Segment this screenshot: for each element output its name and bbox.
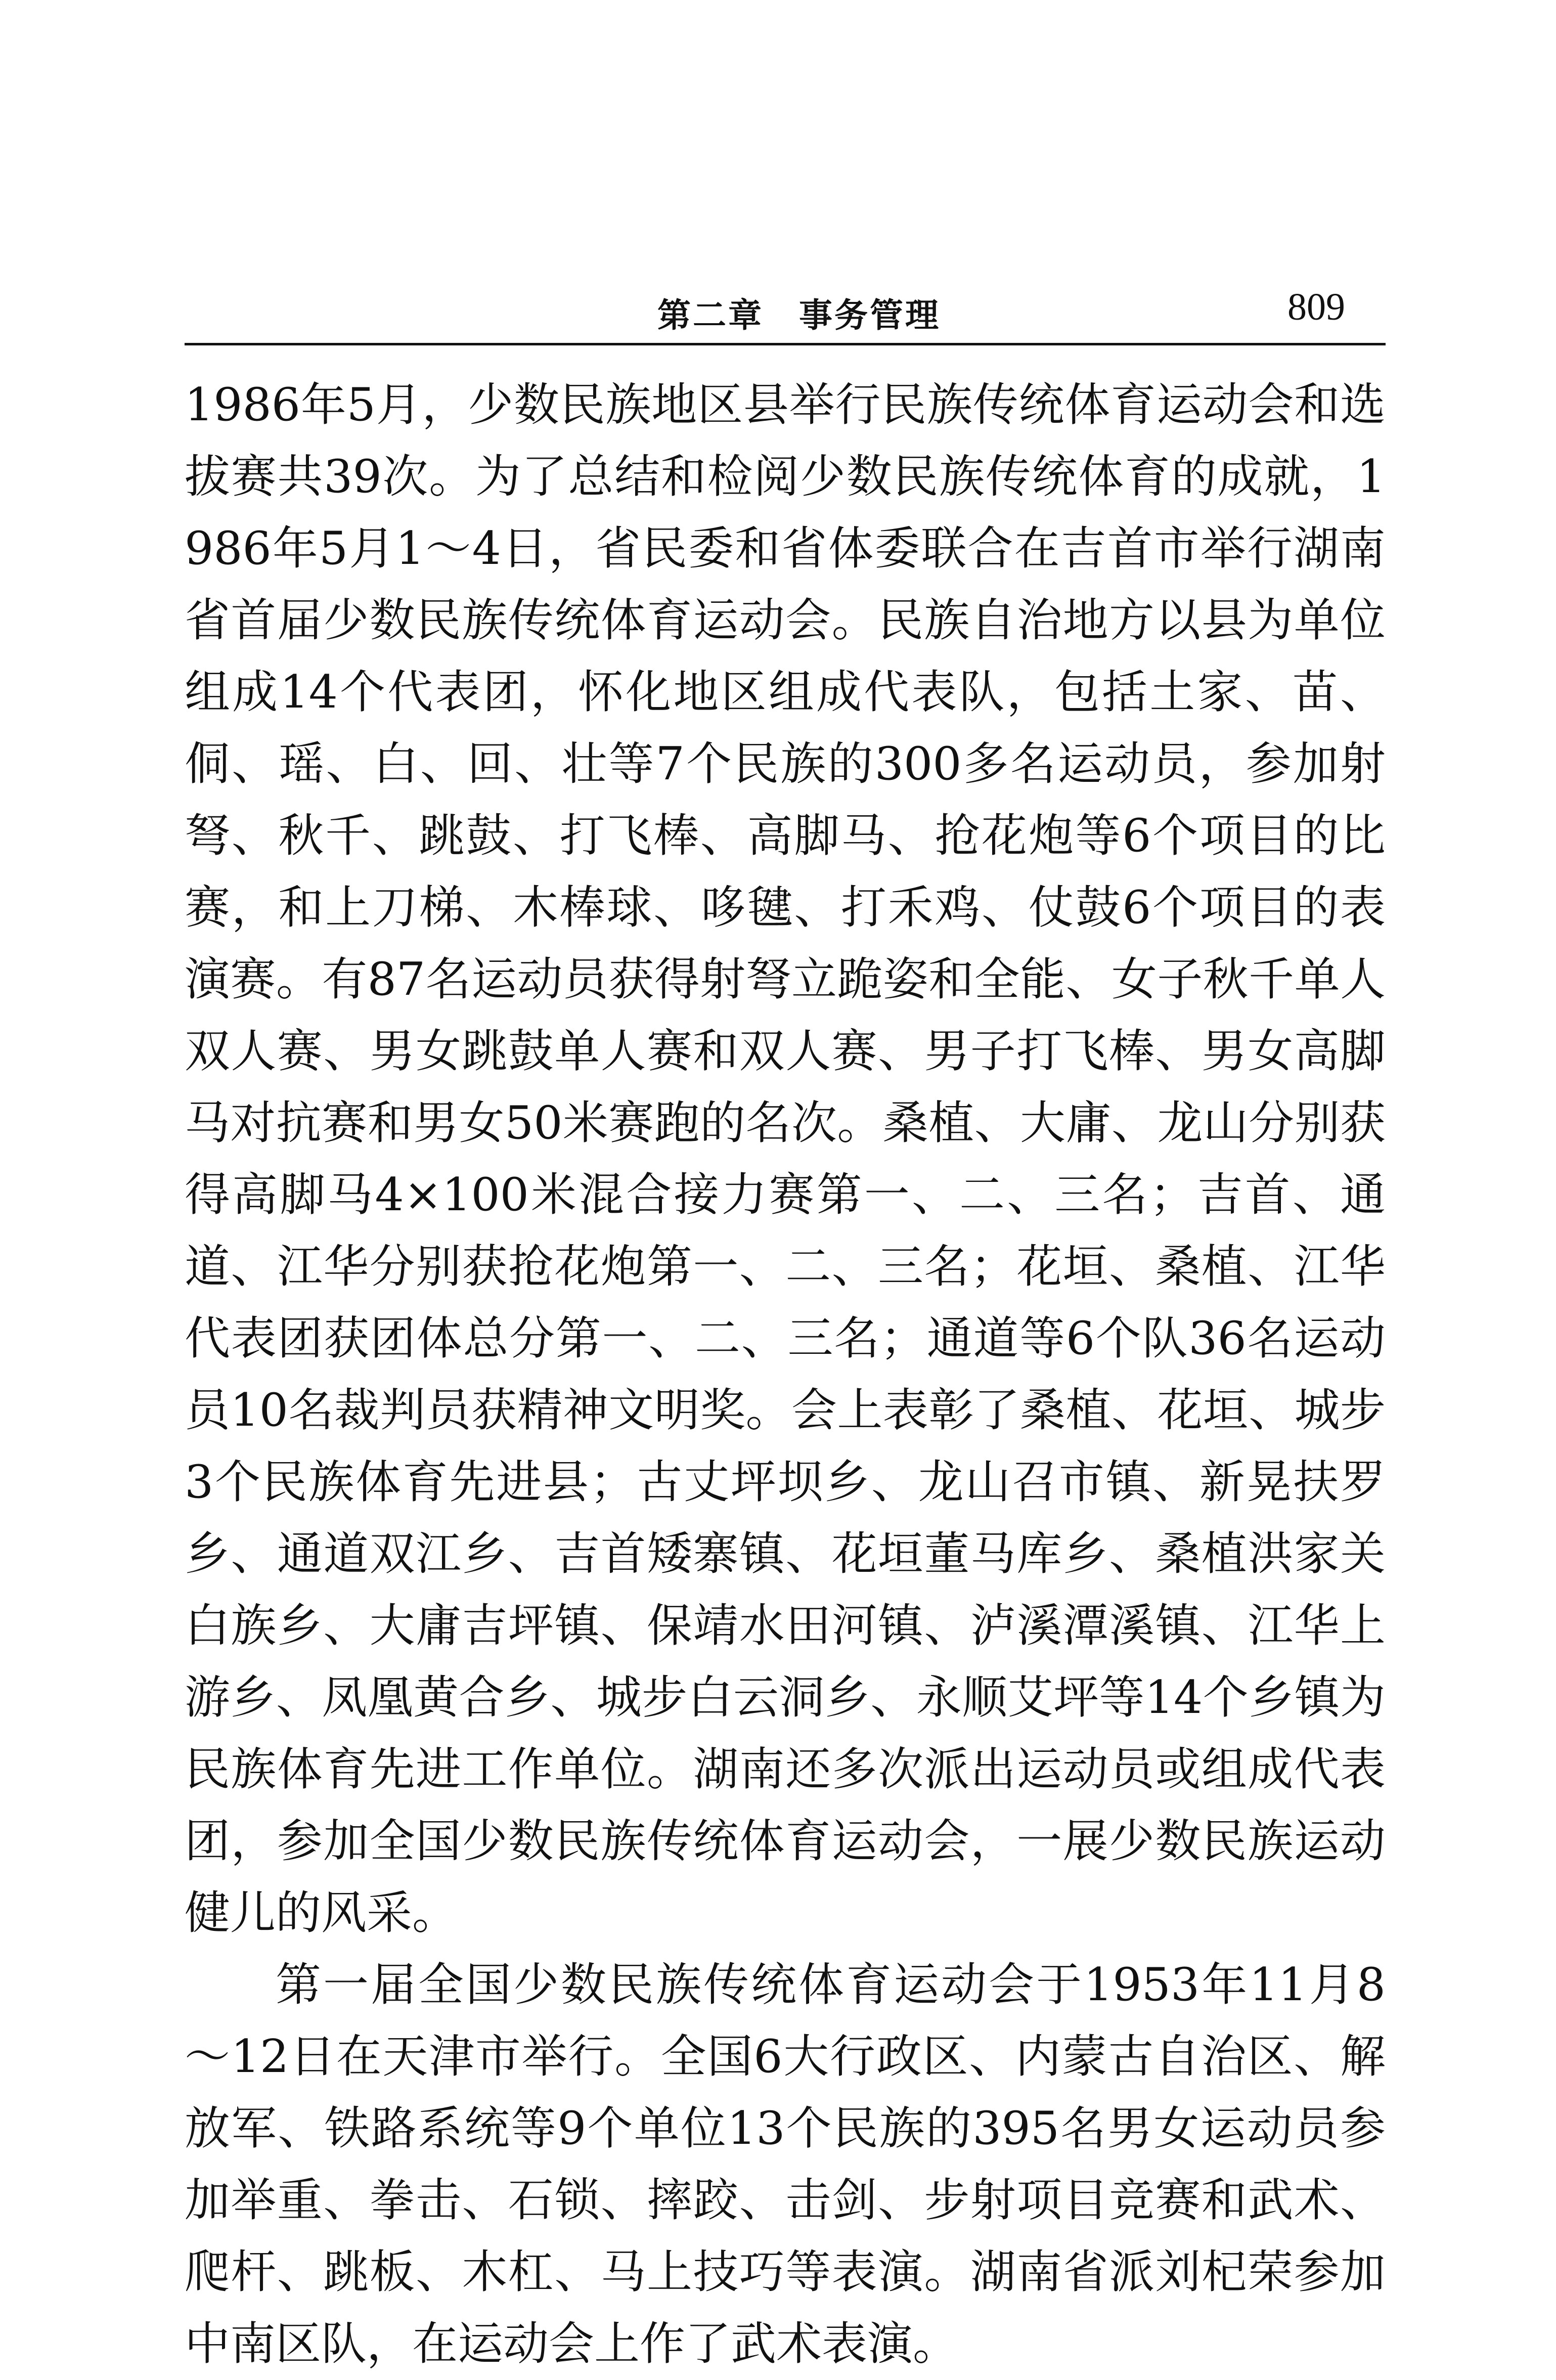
page-number: 809 <box>1287 286 1345 328</box>
chapter-title: 第二章 事务管理 <box>657 296 941 335</box>
paragraph-1: 1986年5月，少数民族地区县举行民族传统体育运动会和选拔赛共39次。为了总结和检阅少数民族传统体育的成就，1986年5月1～4日，省民委和省体委联合在吉首市举行湖南省首届少数民族传统体育运动会。民族自治地方以县为单位组成14个代表团，怀化地区组成代表队，包括土家、苗、侗、瑶、白、回、壮等7个民族的300多名运动员，参加射弩、秋千、跳鼓、打飞棒、高脚马、抢花炮等6个项目的比赛，和上刀梯、木棒球、哆毽、打禾鸡、仗鼓6个项目的表演赛。有87名运动员获得射弩立跪姿和全能、女子秋千单人双人赛、男女跳鼓单人赛和双人赛、男子打飞棒、男女高脚马对抗赛和男女50米赛跑的名次。桑植、大庸、龙山分别获得高脚马4×100米混合接力赛第一、二、三名；吉首、通道、江华分别获抢花炮第一、二、三名；花垣、桑植、江华代表团获团体总分第一、二、三名；通道等6个队36名运动员10名裁判员获精神文明奖。会上表彰了桑植、花垣、城步3个民族体育先进县；古丈坪坝乡、龙山召市镇、新晃扶罗乡、通道双江乡、吉首矮寨镇、花垣董马库乡、桑植洪家关白族乡、大庸吉坪镇、保靖水田河镇、泸溪潭溪镇、江华上游乡、凤凰黄合乡、城步白云洞乡、永顺艾坪等14个乡镇为民族体育先进工作单位。湖南还多次派出运动员或组成代表团，参加全国少数民族传统体育运动会，一展少数民族运动健儿的风采。 <box>185 378 1386 1940</box>
page-header <box>185 283 1386 349</box>
paragraph-2: 第一届全国少数民族传统体育运动会于1953年11月8～12日在天津市举行。全国6大行政区、内蒙古自治区、解放军、铁路系统等9个单位13个民族的395名男女运动员参加举重、拳击、石锁、摔跤、击剑、步射项目竞赛和武术、爬杆、跳板、木杠、马上技巧等表演。湖南省派刘杞荣参加中南区队，在运动会上作了武术表演。 <box>185 1958 1386 2370</box>
header-rule <box>185 343 1386 345</box>
body-text <box>185 369 1386 2380</box>
